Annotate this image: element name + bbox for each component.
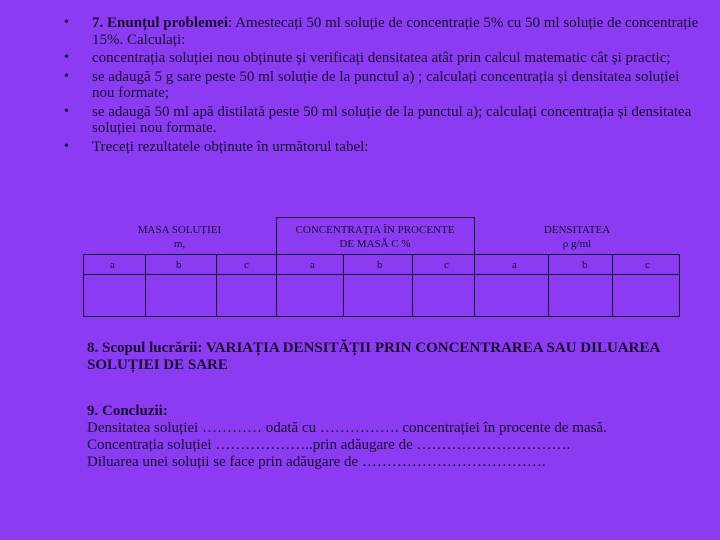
bullet-icon: • [64, 50, 69, 65]
table-line [343, 254, 344, 317]
list-item-text: se adaugă 50 ml apă distilată peste 50 ml soluție de la punctul a); calculați concentrația și densitatea soluției nou formate. [92, 103, 692, 136]
list-item-text: Treceți rezultatele obținute în următorul tabel: [92, 138, 369, 155]
section-9-conclusions [87, 403, 717, 471]
list-item-text: se adaugă 5 g sare peste 50 ml soluție de la punctul a) ; calculați concentrația și densitatea soluției nou formate; [92, 68, 680, 101]
subcolumn-label: b [176, 259, 182, 271]
table-line [276, 217, 474, 218]
problem-label: 7. Enunțul problemei [92, 15, 229, 31]
column-header-density [474, 223, 680, 251]
subcolumn-label: c [645, 259, 650, 271]
list-item [64, 104, 704, 137]
subcolumn-label: a [310, 259, 315, 271]
column-header-unit: ρ g/ml [562, 238, 592, 250]
table-line [145, 254, 146, 317]
list-item-text: concentrația soluției nou obținute și verificați densitatea atât prin calcul matematic cât și practic; [92, 50, 671, 66]
list-item [64, 69, 704, 102]
column-header-mass [83, 223, 276, 251]
table-line [612, 254, 613, 317]
section-8-purpose [87, 340, 707, 374]
table-line [83, 254, 84, 317]
column-header-title: MASA SOLUȚIEI [137, 224, 222, 236]
list-item [64, 15, 704, 48]
conclusion-line: Concentrația soluției ………………..prin adăugare de …………………………. [87, 437, 571, 453]
subcolumn-label: b [582, 259, 588, 271]
section-8-text: 8. Scopul lucrării: VARIAȚIA DENSITĂȚII PRIN CONCENTRAREA SAU DILUAREA SOLUȚIEI DE SARE [87, 340, 660, 373]
column-header-title: CONCENTRAȚIA ÎN PROCENTE [295, 224, 455, 236]
table-line [679, 254, 680, 317]
table-line [83, 316, 680, 317]
section-9-title: 9. Concluzii: [87, 403, 168, 419]
bullet-icon: • [64, 68, 69, 84]
conclusion-line: Densitatea soluției ………… odată cu ……………. concentrației în procente de masă. [87, 420, 607, 436]
table-line [83, 254, 680, 255]
subcolumn-label: c [444, 259, 449, 271]
bullet-icon: • [64, 138, 69, 154]
column-header-unit: DE MASĂ C % [339, 238, 411, 250]
instructions-list [64, 15, 704, 157]
results-table [83, 217, 680, 317]
subcolumn-label: b [377, 259, 383, 271]
column-header-concentration [276, 223, 474, 251]
list-item [64, 50, 704, 67]
table-line [216, 254, 217, 317]
subcolumn-label: a [110, 259, 115, 271]
table-line [548, 254, 549, 317]
conclusion-line: Diluarea unei soluții se face prin adăugare de ………………………………. [87, 454, 546, 470]
list-item-text: : Amestecați 50 ml soluție de concentrație 5% cu 50 ml soluție de concentrație 15%. Calculați: [92, 15, 699, 48]
bullet-icon: • [64, 15, 69, 30]
list-item [64, 139, 704, 156]
bullet-icon: • [64, 103, 69, 119]
column-header-unit: m, [173, 238, 186, 250]
table-line [83, 274, 680, 275]
subcolumn-label: a [512, 259, 517, 271]
subcolumn-label: c [244, 259, 249, 271]
table-line [412, 254, 413, 317]
column-header-title: DENSITATEA [543, 224, 611, 236]
